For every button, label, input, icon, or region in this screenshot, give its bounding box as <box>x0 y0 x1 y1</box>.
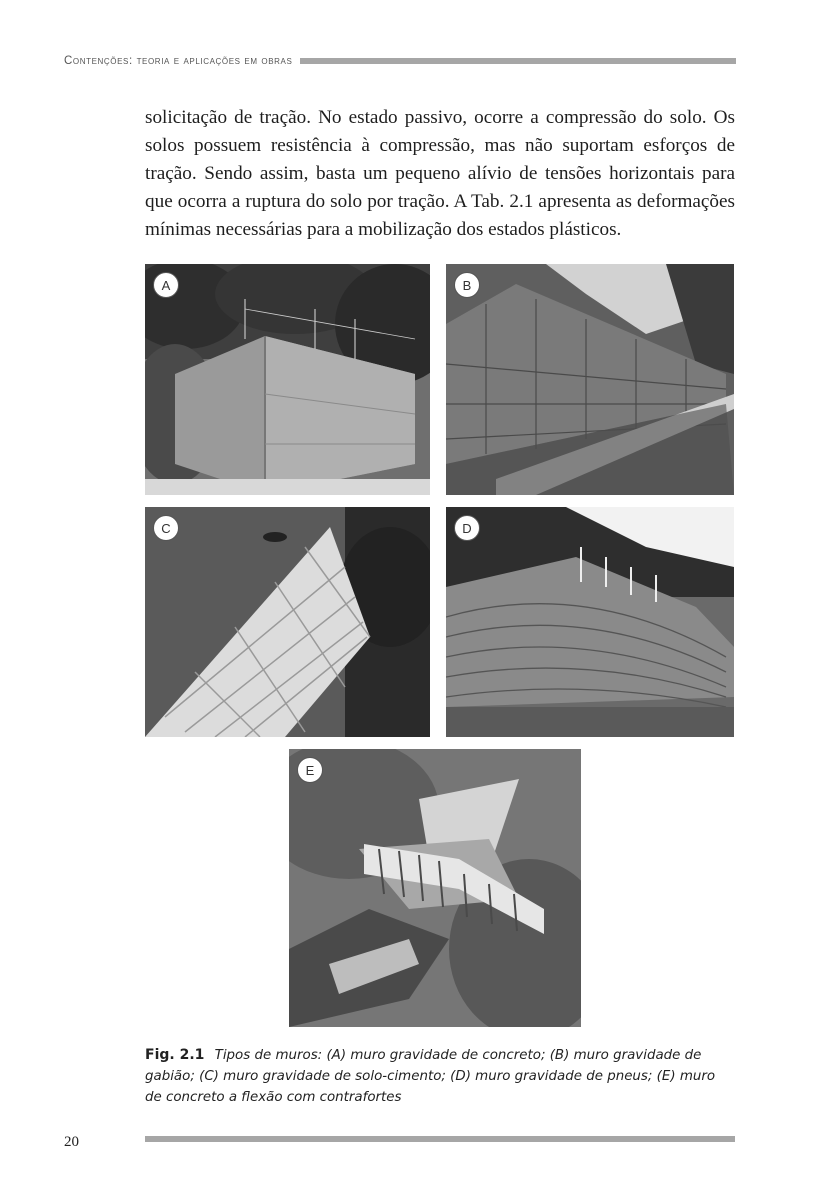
photo-c-image <box>145 507 430 737</box>
photo-b-image <box>446 264 734 495</box>
header-rule <box>300 58 736 64</box>
photo-d-image <box>446 507 734 737</box>
photo-e <box>289 749 581 1027</box>
page-number: 20 <box>64 1134 79 1150</box>
photo-e-image <box>289 749 581 1027</box>
photo-a-image <box>145 264 430 495</box>
figure-number: Fig. 2.1 <box>145 1047 205 1063</box>
photo-d <box>446 507 734 737</box>
body-paragraph: solicitação de tração. No estado passivo, ocorre a compressão do solo. Os solos possuem resistência à compressão, mas não suportam esforços de tração. Sendo assim, basta um pequeno alívio de tensões horizontais para que ocorra a ruptura do solo por tração. A Tab. 2.1 apresenta as deformações mínimas necessárias para a mobilização dos estados plásticos. <box>145 107 735 240</box>
body-text <box>145 104 735 244</box>
footer-rule <box>145 1136 735 1142</box>
panel-label-b: B <box>454 272 480 298</box>
panel-label-c: C <box>153 515 179 541</box>
panel-label-d: D <box>454 515 480 541</box>
photo-b <box>446 264 734 495</box>
panel-label-a: A <box>153 272 179 298</box>
figure-caption <box>145 1045 735 1108</box>
panel-label-e: E <box>297 757 323 783</box>
caption-text: Tipos de muros: (A) muro gravidade de concreto; (B) muro gravidade de gabião; (C) muro gravidade de solo-cimento; (D) muro gravidade de pneus; (E) muro de concreto a flexão com contrafortes <box>145 1048 716 1105</box>
photo-a <box>145 264 430 495</box>
photo-c <box>145 507 430 737</box>
book-title: Contenções: teoria e aplicações em obras <box>64 55 293 67</box>
running-header <box>64 52 736 70</box>
